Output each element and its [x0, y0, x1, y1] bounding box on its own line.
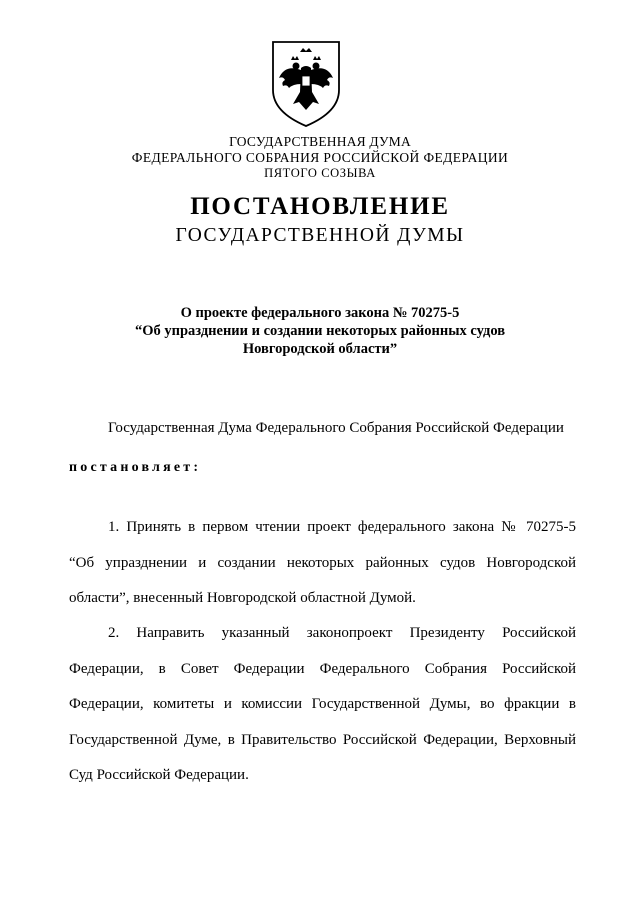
document-title-line-1: О проекте федерального закона № 70275-5 [180, 305, 460, 321]
paragraph-2 [69, 616, 576, 794]
decree-word: постановляет: [69, 460, 202, 475]
paragraph-2-line: 2. Направить указанный законопроект Президенту Российской [108, 625, 576, 641]
coat-of-arms-icon [271, 40, 341, 128]
org-name-line-1: ГОСУДАРСТВЕННАЯ ДУМА [229, 134, 411, 149]
paragraph-2-line: Федерации, комитеты и комиссии Государственной Думы, во фракции в [69, 696, 576, 712]
preamble-text: Государственная Дума Федерального Собрания Российской Федерации [108, 420, 564, 436]
paragraph-1-line: “Об упразднении и создании некоторых районных судов Новгородской [69, 554, 576, 571]
paragraph-1-line: 1. Принять в первом чтении проект федерального закона № 70275-5 [108, 519, 576, 535]
document-title-line-2: “Об упразднении и создании некоторых районных судов [134, 323, 506, 339]
document-title-line-3: Новгородской области” [242, 341, 398, 357]
paragraph-2-line: Суд Российской Федерации. [69, 767, 249, 783]
convocation-line: ПЯТОГО СОЗЫВА [264, 166, 376, 180]
paragraph-1 [69, 510, 576, 617]
org-name-line-2: ФЕДЕРАЛЬНОГО СОБРАНИЯ РОССИЙСКОЙ ФЕДЕРАЦИИ [131, 150, 509, 165]
document-type-heading: ПОСТАНОВЛЕНИЕ [190, 193, 450, 220]
paragraph-2-line: Федерации, в Совет Федерации Федерального Собрания Российской [69, 660, 576, 677]
paragraph-2-line: Государственной Думе, в Правительство Российской Федерации, Верховный [69, 731, 576, 748]
paragraph-1-line: области”, внесенный Новгородской областной Думой. [69, 590, 416, 606]
document-issuer-heading: ГОСУДАРСТВЕННОЙ ДУМЫ [175, 225, 465, 246]
